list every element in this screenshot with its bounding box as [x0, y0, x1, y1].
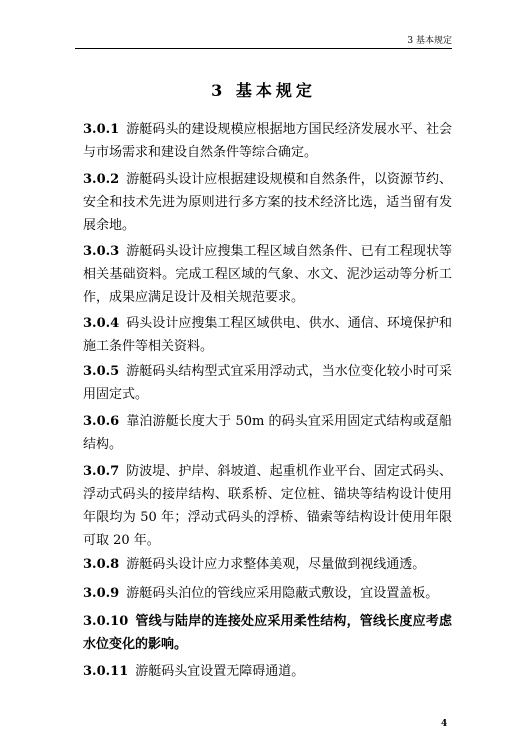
clause-3-0-6: [83, 410, 452, 456]
clause-text: 管线与陆岸的连接处应采用柔性结构，管线长度应考虑水位变化的影响。: [83, 614, 452, 652]
clause-number: 3.0.10: [83, 614, 129, 629]
clause-number: 3.0.8: [83, 557, 120, 572]
clause-3-0-1: [83, 118, 452, 164]
clause-number: 3.0.5: [83, 364, 120, 379]
clause-number: 3.0.1: [83, 122, 120, 137]
clause-text: 游艇码头设计应根据建设规模和自然条件，以资源节约、安全和技术先进为原则进行多方案的技术经济比选，适当留有发展余地。: [83, 172, 452, 233]
page-number: 4: [441, 719, 448, 729]
clause-text: 游艇码头结构型式宜采用浮动式，当水位变化较小时可采用固定式。: [83, 364, 452, 402]
clause-3-0-11: [83, 660, 452, 683]
clause-text: 游艇码头设计应力求整体美观，尽量做到视线通透。: [126, 557, 426, 572]
clause-number: 3.0.3: [83, 244, 120, 259]
chapter-title: 3 基本规定: [211, 81, 316, 100]
clause-3-0-9: [83, 582, 452, 605]
clause-text: 游艇码头宜设置无障碍通道。: [135, 664, 305, 679]
clause-number: 3.0.11: [83, 664, 129, 679]
clause-text: 码头设计应搜集工程区域供电、供水、通信、环境保护和施工条件等相关资料。: [83, 316, 452, 354]
clause-number: 3.0.7: [83, 464, 120, 479]
clause-3-0-8: [83, 553, 452, 576]
clause-text: 靠泊游艇长度大于 50m 的码头宜采用固定式结构或趸船结构。: [83, 414, 452, 452]
clause-number: 3.0.2: [83, 172, 120, 187]
clause-3-0-2: [83, 168, 452, 237]
clause-3-0-3: [83, 240, 452, 309]
clause-number: 3.0.9: [83, 586, 120, 601]
clause-3-0-5: [83, 360, 452, 406]
clause-number: 3.0.6: [83, 414, 120, 429]
clause-number: 3.0.4: [83, 316, 120, 331]
clause-text: 游艇码头设计应搜集工程区域自然条件、已有工程现状等相关基础资料。完成工程区域的气象、水文、泥沙运动等分析工作，成果应满足设计及相关规范要求。: [83, 244, 452, 305]
clause-text: 游艇码头泊位的管线应采用隐蔽式敷设，宜设置盖板。: [126, 586, 439, 601]
clause-text: 防波堤、护岸、斜坡道、起重机作业平台、固定式码头、浮动式码头的接岸结构、联系桥、定位桩、锚块等结构设计使用年限均为 50 年；浮动式码头的浮桥、锚索等结构设计使用年限可取 20 年。: [83, 464, 452, 548]
clause-3-0-10: [83, 610, 452, 656]
clause-3-0-4: [83, 312, 452, 358]
header-rule: [75, 48, 452, 49]
running-header: 3 基本规定: [407, 36, 452, 46]
clause-3-0-7: [83, 460, 452, 552]
clause-text: 游艇码头的建设规模应根据地方国民经济发展水平、社会与市场需求和建设自然条件等综合确定。: [83, 122, 452, 160]
